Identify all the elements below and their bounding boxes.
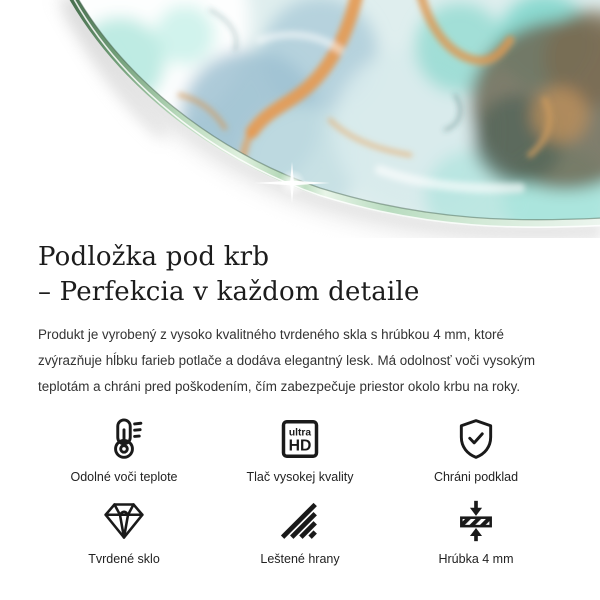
polished-edges-icon — [277, 498, 323, 544]
feature-label: Tvrdené sklo — [88, 552, 160, 566]
feature-grid — [0, 416, 600, 580]
page-title-line1: Podložka pod krb — [38, 242, 270, 272]
shield-check-icon — [453, 416, 499, 462]
feature-thickness — [392, 498, 560, 566]
feature-label: Chráni podklad — [433, 470, 519, 484]
feature-label: Tlač vysokej kvality — [246, 470, 354, 484]
product-description: Produkt je vyrobený z vysoko kvalitného tvrdeného skla s hrúbkou 4 mm, ktoré zvýrazňuje hĺbku farieb potlače a dodáva elegantný lesk. Má odolnosť voči vysokým teplotám a chráni pred poškodením, čím zabezpečuje priestor okolo krbu na roky. — [38, 327, 536, 394]
feature-polished-edges — [216, 498, 384, 566]
thickness-icon — [453, 498, 499, 544]
svg-text:ultra: ultra — [288, 427, 312, 439]
feature-tempered-glass — [40, 498, 208, 566]
page-title-line2: – Perfekcia v každom detaile — [38, 277, 420, 307]
feature-heat-resistant — [40, 416, 208, 484]
diamond-icon — [101, 498, 147, 544]
ultra-hd-icon — [277, 416, 323, 462]
feature-label: Odolné voči teplote — [70, 470, 178, 484]
feature-protects-surface — [392, 416, 560, 484]
feature-print-quality — [216, 416, 384, 484]
product-hero-image — [0, 0, 600, 238]
marble-glass-illustration — [0, 0, 600, 238]
feature-label: Leštené hrany — [260, 552, 340, 566]
page-title — [38, 240, 562, 310]
thermometer-icon — [101, 416, 147, 462]
svg-text:HD: HD — [288, 437, 312, 455]
feature-label: Hrúbka 4 mm — [438, 552, 514, 566]
